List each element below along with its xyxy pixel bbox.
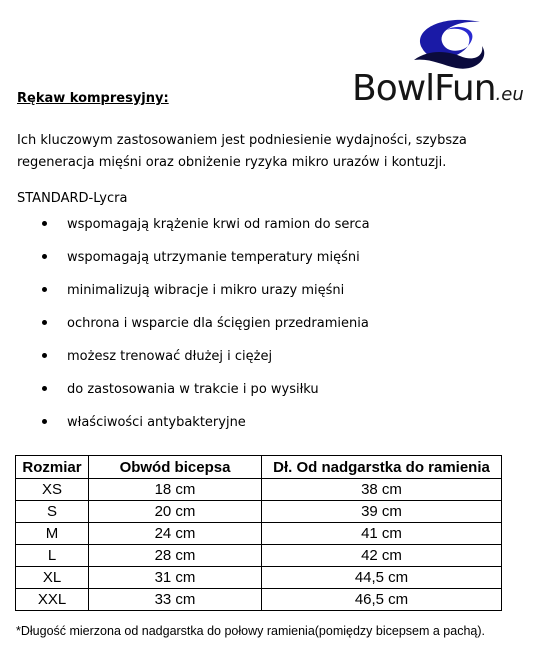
cell-biceps: 31 cm — [89, 567, 262, 589]
cell-size: S — [16, 501, 89, 523]
table-row — [16, 479, 502, 501]
cell-length: 38 cm — [262, 479, 502, 501]
size-table — [15, 455, 502, 611]
footnote: *Długość mierzona od nadgarstka do połowy ramienia(pomiędzy bicepsem a pachą). — [16, 624, 485, 638]
cell-size: XS — [16, 479, 89, 501]
list-item-text: wspomagają utrzymanie temperatury mięśni — [67, 250, 360, 265]
bullet-icon — [42, 386, 47, 391]
table-row — [16, 589, 502, 611]
cell-size: M — [16, 523, 89, 545]
bullet-icon — [42, 254, 47, 259]
intro-paragraph: Ich kluczowym zastosowaniem jest podniesienie wydajności, szybsza regeneracja mięśni oraz obniżenie ryzyka mikro urazów i kontuzji. — [17, 133, 467, 170]
cell-length: 41 cm — [262, 523, 502, 545]
bullet-icon — [42, 320, 47, 325]
page-title: Rękaw kompresyjny: — [17, 91, 169, 106]
cell-biceps: 33 cm — [89, 589, 262, 611]
bullet-icon — [42, 287, 47, 292]
list-item-text: właściwości antybakteryjne — [67, 415, 246, 430]
logo-brand: BowlFun — [352, 68, 496, 109]
cell-size: L — [16, 545, 89, 567]
bullet-icon — [42, 221, 47, 226]
table-row — [16, 501, 502, 523]
cell-size: XXL — [16, 589, 89, 611]
cell-biceps: 24 cm — [89, 523, 262, 545]
cell-length: 44,5 cm — [262, 567, 502, 589]
logo-tld: .eu — [495, 84, 524, 105]
table-row — [16, 545, 502, 567]
cell-biceps: 20 cm — [89, 501, 262, 523]
table-header-row — [16, 456, 502, 479]
cell-biceps: 18 cm — [89, 479, 262, 501]
bullet-icon — [42, 353, 47, 358]
cell-length: 39 cm — [262, 501, 502, 523]
cell-length: 42 cm — [262, 545, 502, 567]
list-item-text: możesz trenować dłużej i ciężej — [67, 349, 273, 364]
cell-biceps: 28 cm — [89, 545, 262, 567]
bullet-icon — [42, 419, 47, 424]
list-item-text: wspomagają krążenie krwi od ramion do serca — [67, 217, 370, 232]
material-label: STANDARD-Lycra — [17, 191, 128, 206]
column-header-length: Dł. Od nadgarstka do ramienia — [262, 456, 502, 479]
column-header-size: Rozmiar — [16, 456, 89, 479]
table-row — [16, 523, 502, 545]
column-header-biceps: Obwód bicepsa — [89, 456, 262, 479]
bowlfun-logo-text — [352, 68, 524, 109]
cell-length: 46,5 cm — [262, 589, 502, 611]
list-item-text: ochrona i wsparcie dla ścięgien przedramienia — [67, 316, 369, 331]
cell-size: XL — [16, 567, 89, 589]
list-item-text: minimalizują wibracje i mikro urazy mięśni — [67, 283, 345, 298]
table-row — [16, 567, 502, 589]
list-item-text: do zastosowania w trakcie i po wysiłku — [67, 382, 319, 397]
